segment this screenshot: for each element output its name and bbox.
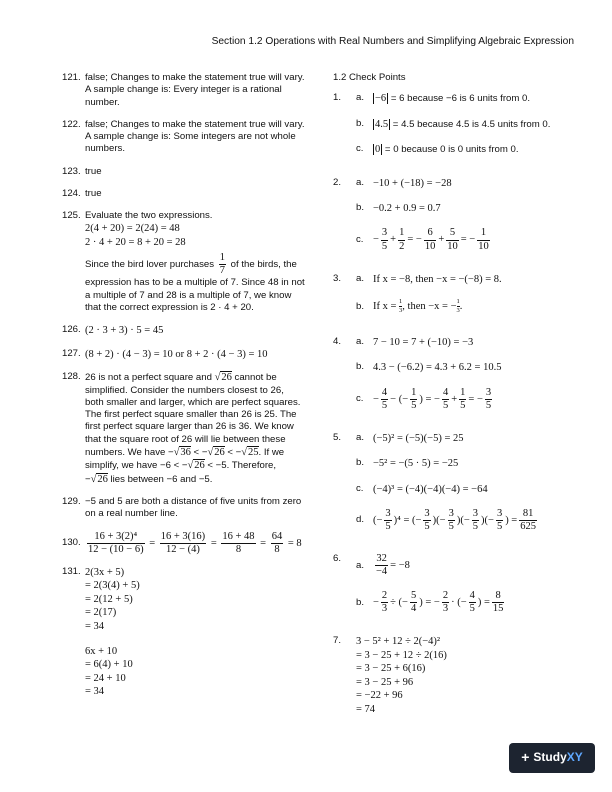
check-point-2: 2. a. −10 + (−18) = −28 b. −0.2 + 0.9 = 0.7 c. − $\frac{3}{5}$ + $\frac{1}{2}$ = − $\frac{6}{10}$ + $\frac{5}{10}$ = − $\frac{1}{10}$ xyxy=(333,176,489,252)
left-column xyxy=(62,72,324,709)
exercise-129: 129. −5 and 5 are both a distance of five units from zero on a real number line. xyxy=(62,496,302,520)
check-point-4: 4. a. 7 − 10 = 7 + (−10) = −3 b. 4.3 − (−6.2) = 4.3 + 6.2 = 10.5 c. − $\frac{4}{5}$ − (− $\frac{1}{5}$ ) = − $\frac{4}{5}$ + $\frac{1}{5}$ = − $\frac{3}{5}$ xyxy=(333,335,502,411)
exercise-123: 123. true xyxy=(62,165,102,177)
check-point-6: 6. a. $\frac{32}{-4}$ = −8 b. − $\frac{2}{3}$ ÷ (− $\frac{5}{4}$ ) = − $\frac{2}{3}$ · (− $\frac{4}{5}$ ) = $\frac{8}{15}$ xyxy=(333,553,504,615)
exercise-127: 127. (8 + 2) · (4 − 3) = 10 or 8 + 2 · (4 − 3) = 10 xyxy=(62,347,268,360)
check-point-5: 5. a. (−5)² = (−5)(−5) = 25 b. −5² = −(5 · 5) = −25 c. (−4)³ = (−4)(−4)(−4) = −64 d. (− $\frac{3}{5}$ )⁴ = (− $\frac{3}{5}$ )(− $\frac{3}{5}$ )(− $\frac{3}{5}$ )(− $\frac{3}{5}$ ) = $\frac{81}{625}$ xyxy=(333,431,536,533)
exercise-122: 122. false; Changes to make the statement true will vary. A sample change is: Some integers are not whole numbers. xyxy=(62,118,305,155)
exercise-131: 131. 2(3x + 5) = 2(3(4) + 5) = 2(12 + 5) = 2(17) = 34 6x + 10 = 6(4) + 10 = 24 + 10 = 34 xyxy=(62,565,140,698)
check-point-7: 7. 3 − 5² + 12 ÷ 2(−4)² = 3 − 25 + 12 ÷ 2(16) = 3 − 25 + 6(16) = 3 − 25 + 96 = −22 + 96 = 74 xyxy=(333,635,447,715)
studyxy-logo: + Study XY xyxy=(509,743,595,773)
exercise-128: 128. 26 is not a perfect square and √26 cannot be simplified. Consider the numbers closest to 26, both smaller and larger, which are perfect squares. The first perfect square smaller than 26 is 25. The first perfect square larger than 26 is 36. We know that the square root of 26 will lie between these numbers. We have −√36 < −√26 < −√25. If we simplify, we have −6 < −√26 < −5. Therefore, −√26 lies between −6 and −5. xyxy=(62,371,301,485)
running-header: Section 1.2 Operations with Real Numbers and Simplifying Algebraic Expression xyxy=(211,36,574,47)
fraction-one-seventh: $\frac{1}{7}$ xyxy=(219,252,225,277)
right-column xyxy=(333,72,573,726)
section-title: 1.2 Check Points xyxy=(333,72,406,83)
check-point-1: 1. a. −6 = 6 because −6 is 6 units from 0. b. 4.5 = 4.5 because 4.5 is 4.5 units from 0. c. 0 = 0 because 0 is 0 units from 0. xyxy=(333,92,551,156)
exercise-126: 126. (2 · 3 + 3) · 5 = 45 xyxy=(62,324,164,337)
exercise-125: 125. Evaluate the two expressions. 2(4 + 20) = 2(24) = 48 2 · 4 + 20 = 8 + 20 = 28 Since the bird lover purchases $\frac{1}{7}$ of the birds, the expression has to be a multiple of 7. Since 48 in not a multiple of 7 and 28 is a multiple of 7, we know that the correct expression is 2 · 4 + 20. xyxy=(62,210,305,313)
check-point-3: 3. a. If x = −8, then −x = −(−8) = 8. b. If x = $\frac{1}{3}$ , then −x = − $\frac{1}{3}$ . xyxy=(333,272,502,315)
exercise-124: 124. true xyxy=(62,187,102,199)
exercise-130: 130. $\frac{\text{16 + 3(2)⁴}}{12 - (10 - 6)}$ = $\frac{16 + 3(16)}{12 - (4)}$ = $\frac{16 + 48}{8}$ = $\frac{64}{8}$ = 8 xyxy=(62,530,302,555)
exercise-121: 121. false; Changes to make the statement true will vary. A sample change is: Every integer is a rational number. xyxy=(62,72,305,108)
plus-icon: + xyxy=(521,749,530,766)
